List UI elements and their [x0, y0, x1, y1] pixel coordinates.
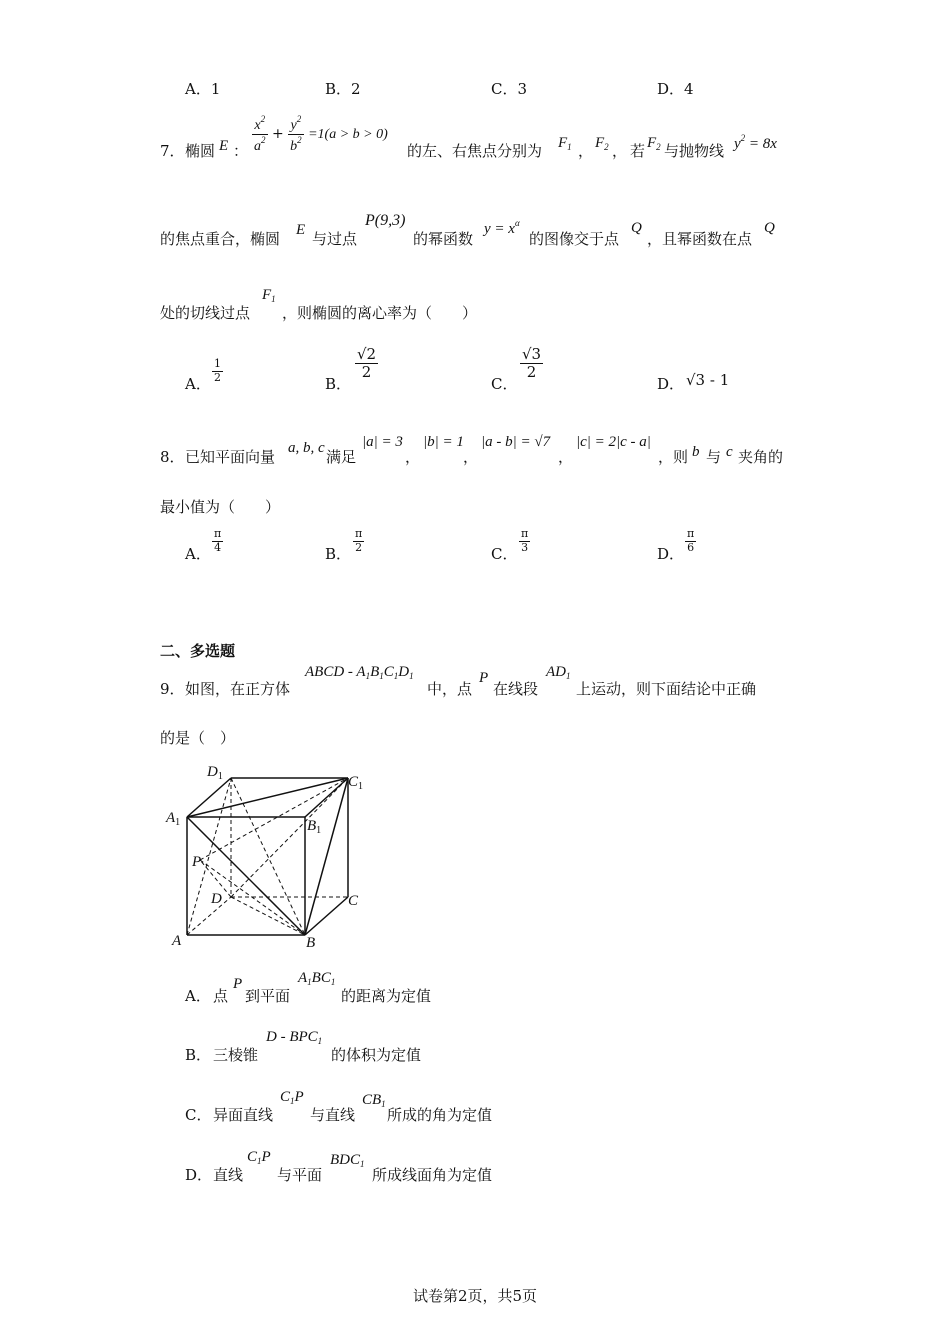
- q7-comma-2: ，: [612, 142, 628, 160]
- q8-text-4: 与: [706, 448, 722, 466]
- q9-option-c-text-2: 与直线: [310, 1106, 356, 1124]
- q8-text-2: 满足: [326, 448, 357, 466]
- q7-option-d-label: D．: [657, 375, 685, 393]
- q7-f1: $F_1$: [558, 135, 572, 152]
- q8-cond-3: |a - b| = √7: [481, 434, 551, 450]
- q9-option-a-point: P: [233, 976, 243, 992]
- q9-segment: $AD_1$: [546, 664, 571, 681]
- q7-option-a-value: $\frac{1}{2}$: [214, 357, 221, 384]
- q7-f2-b: $F_2$: [647, 135, 661, 152]
- q8-option-c-value: $\frac{\pi}{3}$: [521, 527, 529, 554]
- q7-parabola: $y^2 = 8x$: [734, 133, 777, 152]
- q9-option-c-line-2: $CB_1$: [362, 1092, 386, 1109]
- q7-ellipse-equation: $\frac{x^2}{a^2}$ + $\frac{y^2}{b^2}$ =1(a > b > 0): [254, 114, 388, 155]
- q8-cond-2: |b| = 1: [423, 434, 464, 450]
- q7-option-b-value: $\frac{√2}{2}$: [357, 345, 377, 382]
- q8-vec-c: c: [726, 444, 733, 460]
- label-c1: $C_1$: [348, 774, 364, 792]
- label-p: P: [192, 854, 202, 870]
- q8-cond-4: |c| = 2|c - a|: [576, 434, 651, 450]
- q8-vec-b: b: [692, 444, 700, 460]
- q7-option-a-label: A．: [185, 375, 211, 393]
- q9-option-d-text-1: 直线: [213, 1166, 244, 1184]
- q9-option-d-line: $C_1P$: [247, 1149, 271, 1166]
- q8-sep-1: ，: [405, 448, 421, 466]
- q7-option-b-label: B．: [325, 375, 352, 393]
- label-b1: $B_1$: [307, 818, 322, 836]
- q7-ellipse-name-2: E: [296, 222, 306, 238]
- q7-text-11: ，则椭圆的离心率为（ ）: [282, 304, 478, 322]
- q7-option-d-value: √3 - 1: [686, 371, 730, 389]
- q7-text-8: 的图像交于点: [529, 230, 620, 248]
- q9-option-d-text-2: 与平面: [277, 1166, 323, 1184]
- q9-option-d-plane: $BDC_1$: [330, 1152, 365, 1169]
- q6-option-d: D．4: [657, 80, 694, 98]
- q8-option-a-label: A．: [185, 545, 211, 563]
- q7-f2: $F_2$: [595, 135, 609, 152]
- q9-option-b-text-1: 三棱锥: [213, 1046, 259, 1064]
- q7-text-1: 椭圆: [185, 142, 216, 160]
- q9-text-1: 如图，在正方体: [185, 680, 291, 698]
- label-d: D: [211, 891, 222, 907]
- q8-sep-2: ，: [463, 448, 479, 466]
- label-b: B: [306, 935, 316, 951]
- q7-text-6: 与过点: [312, 230, 358, 248]
- q9-option-a-text-3: 的距离为定值: [341, 987, 432, 1005]
- q9-option-d-label: D．: [185, 1166, 213, 1184]
- q7-point-p: P(9,3): [365, 212, 406, 229]
- section-heading-multiple-choice: 二、多选题: [160, 642, 236, 660]
- q8-text-1: 已知平面向量: [185, 448, 276, 466]
- q9-option-b-text-2: 的体积为定值: [331, 1046, 422, 1064]
- q9-option-d-text-3: 所成线面角为定值: [372, 1166, 493, 1184]
- q9-point-p: P: [479, 670, 489, 686]
- q9-option-a-text-1: 点: [213, 987, 229, 1005]
- q7-ellipse-name: E: [219, 138, 229, 154]
- q8-option-a-value: $\frac{\pi}{4}$: [214, 527, 222, 554]
- q7-text-3: 若: [630, 142, 646, 160]
- label-a1: $A_1$: [166, 810, 181, 828]
- q9-option-c-text-3: 所成的角为定值: [387, 1106, 493, 1124]
- q7-point-q-2: Q: [764, 220, 775, 236]
- q9-option-c-line-1: $C_1P$: [280, 1089, 304, 1106]
- q9-text-4: 上运动，则下面结论中正确: [576, 680, 757, 698]
- q8-text-5: 夹角的: [738, 448, 784, 466]
- q7-f1-b: $F_1$: [262, 287, 276, 304]
- q7-text-2: 的左、右焦点分别为: [407, 142, 543, 160]
- q9-text-3: 在线段: [493, 680, 539, 698]
- q8-cond-1: |a| = 3: [362, 434, 403, 450]
- q7-text-10: 处的切线过点: [160, 304, 251, 322]
- q9-option-a-plane: $A_1BC_1$: [298, 970, 336, 987]
- q9-option-a-text-2: 到平面: [245, 987, 291, 1005]
- q9-number: 9．: [160, 680, 185, 698]
- q9-option-a-label: A．: [185, 987, 211, 1005]
- q8-option-c-label: C．: [491, 545, 518, 563]
- q9-option-c-text-1: 异面直线: [213, 1106, 274, 1124]
- q9-option-b-expr: D - $BPC_1$: [266, 1029, 323, 1046]
- q6-option-a: A．1: [185, 80, 221, 98]
- q7-text-9: ，且幂函数在点: [647, 230, 753, 248]
- q7-option-c-label: C．: [491, 375, 518, 393]
- q8-text-3: ，则: [658, 448, 689, 466]
- q8-vectors: a, b, c: [288, 440, 325, 456]
- q7-text-5: 的焦点重合，椭圆: [160, 230, 281, 248]
- q7-option-c-value: $\frac{√3}{2}$: [522, 345, 542, 382]
- q8-option-d-label: D．: [657, 545, 685, 563]
- q9-text-5: 的是（ ）: [160, 729, 236, 747]
- q8-sep-3: ，: [558, 448, 574, 466]
- q8-option-b-value: $\frac{\pi}{2}$: [355, 527, 363, 554]
- q8-option-d-value: $\frac{\pi}{6}$: [687, 527, 695, 554]
- q7-text-7: 的幂函数: [413, 230, 474, 248]
- cube-figure: [160, 758, 380, 953]
- q9-option-c-label: C．: [185, 1106, 212, 1124]
- q8-number: 8．: [160, 448, 185, 466]
- q6-option-b: B．2: [325, 80, 361, 98]
- q8-option-b-label: B．: [325, 545, 352, 563]
- label-c: C: [348, 893, 359, 909]
- q9-cube-name: ABCD - $A_1B_1C_1D_1$: [305, 664, 414, 681]
- q7-comma: ，: [578, 142, 594, 160]
- q7-number: 7．: [160, 142, 185, 160]
- q6-option-c: C．3: [491, 80, 528, 98]
- label-a: A: [172, 933, 182, 949]
- q7-colon: ：: [233, 142, 249, 160]
- q9-option-b-label: B．: [185, 1046, 212, 1064]
- q7-text-4: 与抛物线: [664, 142, 725, 160]
- q8-text-6: 最小值为（ ）: [160, 498, 281, 516]
- q7-point-q: Q: [631, 220, 642, 236]
- q7-power-function: $y = x^\alpha$: [484, 218, 520, 237]
- q9-text-2: 中，点: [427, 680, 473, 698]
- page-footer: 试卷第2页，共5页: [412, 1287, 538, 1305]
- label-d1: $D_1$: [207, 764, 223, 782]
